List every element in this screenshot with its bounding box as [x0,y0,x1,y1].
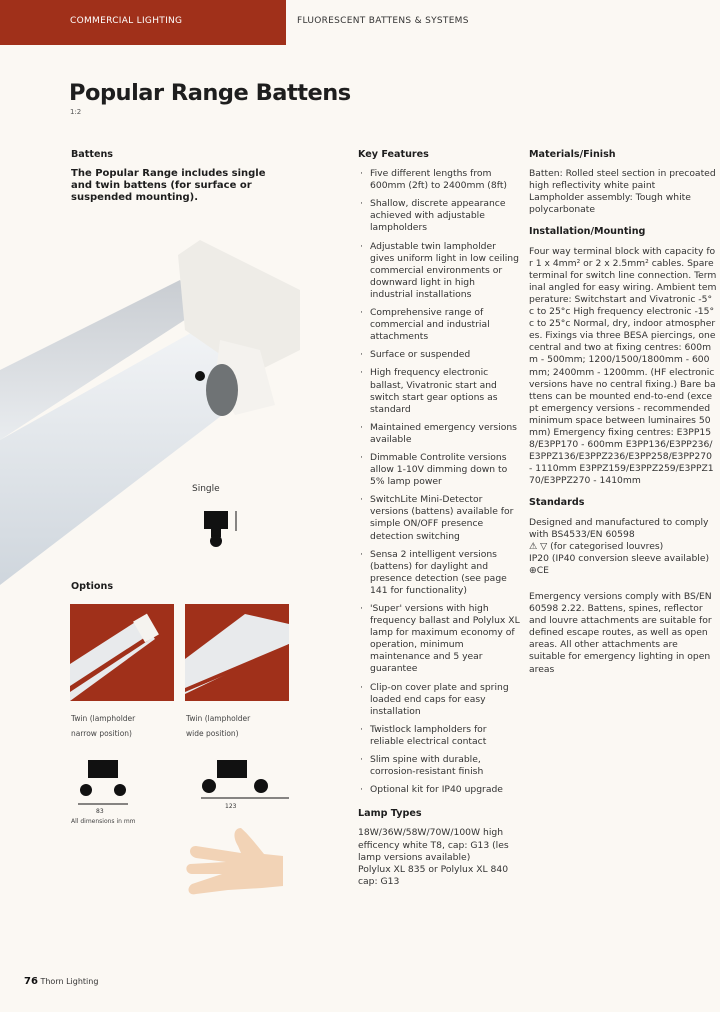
installation-heading: Installation/Mounting [529,226,646,238]
option-caption-wide: Twin (lampholder wide position) [186,714,251,738]
lamp-types-text-2: Polylux XL 835 or Polylux XL 840 cap: G13 [358,863,509,887]
list-item: · Optional kit for IP40 upgrade [358,784,520,796]
category-label: FLUORESCENT BATTENS & SYSTEMS [297,16,469,26]
single-dimension-diagram [188,503,248,553]
key-features-list [358,168,520,796]
batten-photo [0,230,300,590]
ce-mark: ⊕CE [529,564,549,576]
right-column [529,149,717,676]
earth-icon: ⊕ [529,564,537,576]
option-image-wide [185,604,289,701]
list-item: · Adjustable twin lampholder gives uniform light in low ceiling commercial environments or downward light in high industrial installations [358,241,520,301]
list-item: · Slim spine with durable, corrosion-resistant finish [358,754,520,778]
standards-text-1: Designed and manufactured to comply with BS4533/EN 60598 [529,516,709,540]
materials-text-2: Lampholder assembly: Tough white polycarbonate [529,192,691,216]
single-label: Single [192,484,220,494]
svg-text:83: 83 [96,808,104,814]
page-title: Popular Range Battens [69,80,351,106]
dimensions-note: All dimensions in mm [71,818,136,825]
standards-heading: Standards [529,497,585,509]
list-item: · Surface or suspended [358,349,520,361]
wide-dimension-diagram [199,758,289,814]
materials-text-1: Batten: Rolled steel section in precoated high reflectivity white paint [529,168,716,192]
list-item: · Sensa 2 intelligent versions (battens) for daylight and presence detection (see page 141 for functionality) [358,549,520,597]
options-heading: Options [71,581,114,592]
option-image-narrow [70,604,174,701]
list-item: · SwitchLite Mini-Detector versions (battens) available for simple ON/OFF presence detection switching [358,494,520,542]
materials-heading: Materials/Finish [529,149,616,160]
key-features-section [358,149,520,888]
section-label: COMMERCIAL LIGHTING [70,16,183,26]
list-item: · Shallow, discrete appearance achieved with adjustable lampholders [358,198,520,234]
svg-text:123: 123 [225,803,237,810]
lamp-types-text-1: 18W/36W/58W/70W/100W high efficency white T8, cap: G13 (les lamp versions available) [358,827,509,863]
emergency-text: Emergency versions comply with BS/EN 60598 2.22. Battens, spines, reflector and louvre attachments are suitable for defined escape routes, as well as open areas. All other attachments are suitable for emergency lighting in open areas [529,591,712,675]
list-item: · Clip-on cover plate and spring loaded end caps for easy installation [358,682,520,718]
list-item: · High frequency electronic ballast, Vivatronic start and switch start gear options as standard [358,367,520,415]
battens-heading: Battens [71,149,114,160]
installation-text: Four way terminal block with capacity for 1 x 4mm² or 2 x 2.5mm² cables. Spare terminal for switch line connection. Terminal angled for easy wiring. Ambient temperature: Switchstart and Vivatronic -5°c to 25°c High frequency electronic -15°c to 25°c Normal, dry, indoor atmospheres. Fixings via three BESA piercings, one central and two at fixing centres: 600mm - 500mm; 1200/1500/1800mm - 600mm; 2400mm - 1200mm. (HF electronic versions have no central fixing.) Bare battens can be mounted end-to-end (except emergency versions - recommended minimum space between luminaires 50mm) Emergency fixing centres: E3PP158/E3PP170 - 600mm E3PP136/E3PP236/E3PPZ136/E3PPZ236/E3PP258/E3PP270 - 1110mm E3PPZ159/E3PPZ259/E3PPZ170/E3PPZ270 - 1410mm [529,245,717,487]
list-item: · Dimmable Controlite versions allow 1-10V dimming down to 5% lamp power [358,452,520,488]
battens-section [71,149,286,204]
list-item: · 'Super' versions with high frequency ballast and Polylux XL lamp for maximum economy of operation, minimum maintenance and 5 year guarantee [358,603,520,676]
standards-text-2: ⚠ ▽ (for categorised louvres) [529,540,664,552]
page-footer [24,976,98,987]
lamp-types-heading: Lamp Types [358,808,422,820]
scale-note: 1:2 [70,108,82,116]
key-features-heading: Key Features [358,149,429,160]
approval-marks-icon: ⚠ ▽ [529,540,551,552]
standards-text-3: IP20 (IP40 conversion sleeve available) [529,552,710,564]
hand-graphic [186,826,284,904]
brand-name: Thorn Lighting [40,977,99,986]
options-heading-wrap [71,581,113,600]
list-item: · Maintained emergency versions available [358,422,520,446]
battens-lead: The Popular Range includes single and twin battens (for surface or suspended mounting). [71,168,266,204]
list-item: · Twistlock lampholders for reliable electrical contact [358,724,520,748]
option-caption-narrow: Twin (lampholder narrow position) [71,714,136,738]
list-item: · Comprehensive range of commercial and industrial attachments [358,307,520,343]
narrow-dimension-diagram [74,758,134,814]
page-number: 76 [24,976,38,987]
list-item: · Five different lengths from 600mm (2ft) to 2400mm (8ft) [358,168,520,192]
